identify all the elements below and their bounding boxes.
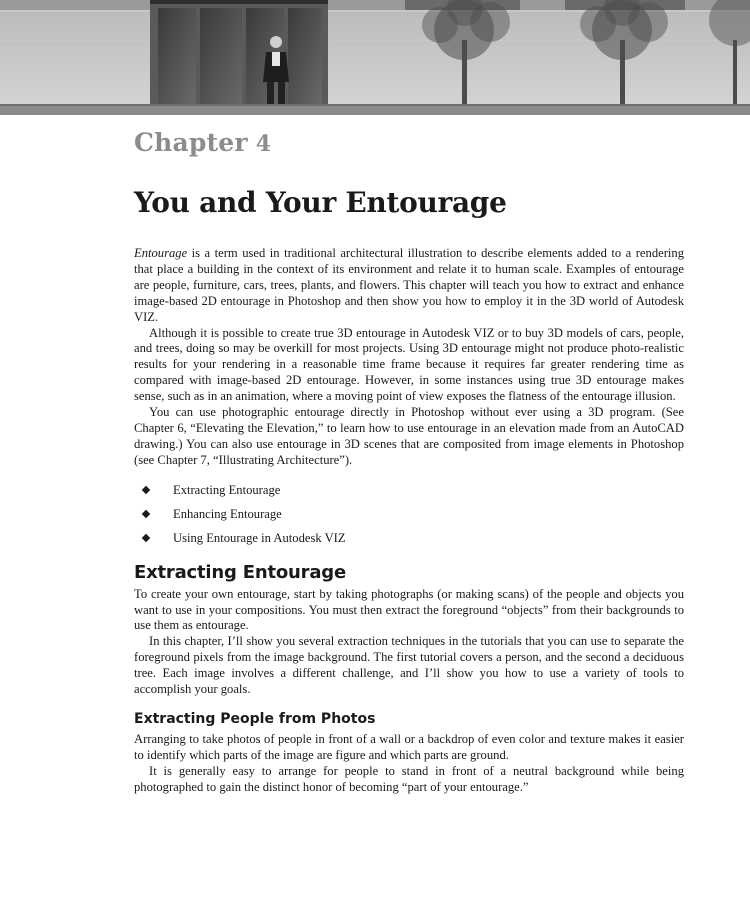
intro-paragraph-2: Although it is possible to create true 3D entourage in Autodesk VIZ or to buy 3D models of cars, people, and trees, doing so may be overkill for most projects. Using 3D entourage might not produce photo-realistic results for your rendering in a reasonable time frame because it requires far greater rendering time as compared with image-based 2D entourage. However, in some instances using true 3D entourage makes sense, such as in an animation, where a moving point of view exposes the flatness of the entourage illusion.: [134, 325, 684, 404]
intro-paragraph-1: [134, 246, 684, 326]
diamond-bullet-icon: [142, 509, 150, 517]
building-photo-illustration: [0, 0, 750, 115]
chapter-body: [134, 246, 684, 795]
section2-paragraph-1: Arranging to take photos of people in front of a wall or a backdrop of even color and texture makes it easier to identify which parts of the image are figure and which parts are ground.: [134, 731, 684, 762]
intro-paragraph-1-text: is a term used in traditional architectural illustration to describe elements added to a rendering that place a building in the context of its environment and relate it to human scale. Examples of entourage are people, furniture, cars, trees, plants, and flowers. This chapter will teach you how to extract and enhance image-based 2D entourage in Photoshop and then show you how to employ it in the 3D world of Autodesk VIZ.: [134, 246, 684, 324]
topic-label: Enhancing Entourage: [173, 506, 282, 521]
section-heading-extracting-entourage: Extracting Entourage: [134, 561, 346, 583]
section1-paragraph-1: To create your own entourage, start by taking photographs (or making scans) of the people and objects you want to use in your compositions. You must then extract the foreground “objects” from their backgrounds to use them as entourage.: [134, 586, 684, 633]
section1-paragraph-2: In this chapter, I’ll show you several extraction techniques in the tutorials that you can use to separate the foreground pixels from the image background. The first tutorial covers a person, and the second a deciduous tree. Each image involves a different challenge, and I’ll show you how to use a variety of tools to accomplish your goals.: [134, 634, 684, 697]
section2-paragraph-2: It is generally easy to arrange for people to stand in front of a neutral background while being photographed to gain the distinct honor of becoming “part of your entourage.”: [134, 763, 684, 794]
topic-label: Extracting Entourage: [173, 482, 281, 497]
topic-list-item: [134, 502, 684, 526]
topic-list-item: [134, 526, 684, 550]
chapter-label: [134, 128, 271, 157]
chapter-topics-list: [134, 478, 684, 550]
chapter-title: You and Your Entourage: [134, 186, 507, 219]
chapter-number: 4: [255, 131, 272, 157]
subsection-heading-extracting-people: Extracting People from Photos: [134, 710, 376, 727]
entourage-term: Entourage: [134, 246, 188, 260]
diamond-bullet-icon: [142, 533, 150, 541]
topic-label: Using Entourage in Autodesk VIZ: [173, 530, 346, 545]
chapter-word: Chapter: [134, 128, 248, 157]
chapter-banner-photo: [0, 0, 750, 115]
intro-paragraph-3: You can use photographic entourage directly in Photoshop without ever using a 3D program. (See Chapter 6, “Elevating the Elevation,” to learn how to use entourage in an elevation made from an AutoCAD drawing.) You can also use entourage in 3D scenes that are composited from image elements in Photoshop (see Chapter 7, “Illustrating Architecture”).: [134, 405, 684, 467]
topic-list-item: [134, 478, 684, 502]
diamond-bullet-icon: [142, 485, 150, 493]
